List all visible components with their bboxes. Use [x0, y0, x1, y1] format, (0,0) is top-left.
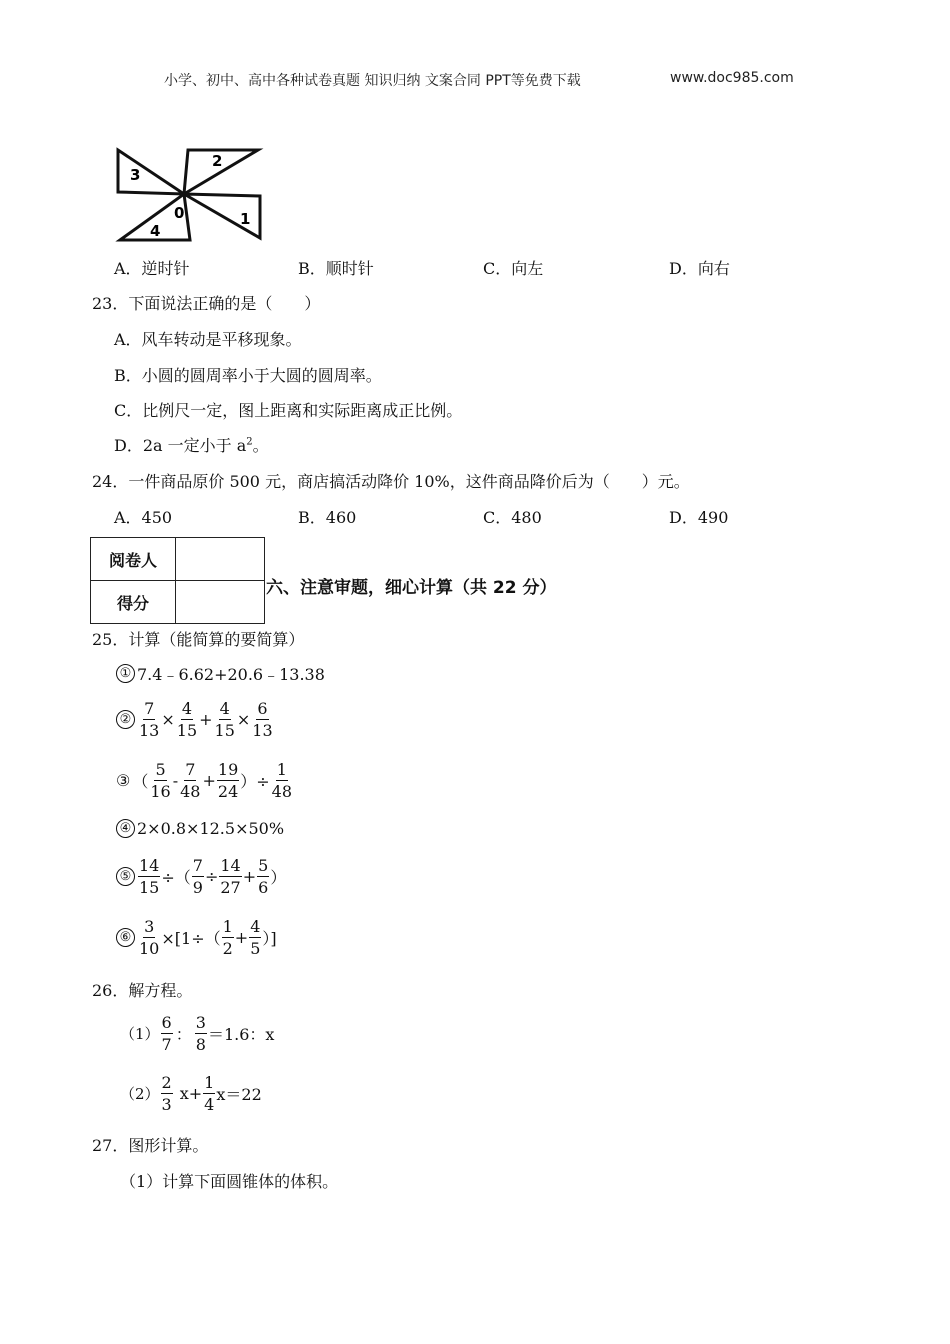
numerator: 4 — [250, 917, 261, 936]
denominator: 5 — [250, 939, 261, 958]
q23-option-d-exponent: 2 — [246, 436, 253, 448]
numerator: 5 — [258, 856, 269, 875]
q25-num-5: ⑤ — [116, 867, 135, 886]
operator: + — [234, 928, 249, 947]
q25-expr-5 — [116, 856, 286, 897]
fraction — [138, 917, 160, 958]
q26-label-1: （1） — [120, 1025, 160, 1043]
numerator: 3 — [144, 917, 155, 936]
operator: + — [202, 771, 216, 790]
q26-label-2: （2） — [120, 1085, 160, 1103]
label-0: 0 — [174, 204, 185, 222]
numerator: 4 — [181, 699, 193, 718]
q26-equation-1 — [120, 1013, 274, 1054]
numerator: 6 — [257, 699, 268, 718]
denominator: 4 — [204, 1095, 215, 1114]
q27-stem: 27．图形计算。 — [92, 1136, 209, 1155]
fraction — [138, 699, 160, 740]
q26-equation-2-rhs: x＝22 — [216, 1085, 262, 1104]
numerator: 1 — [276, 760, 287, 779]
fraction — [217, 760, 239, 801]
numerator: 7 — [185, 760, 196, 779]
operator: × — [161, 710, 175, 729]
q25-num-2: ② — [116, 710, 135, 729]
denominator: 10 — [139, 939, 160, 958]
numerator: 19 — [217, 760, 239, 779]
numerator: 3 — [195, 1013, 206, 1032]
q23-option-d-text: D．2a 一定小于 a — [114, 436, 247, 455]
numerator: 4 — [219, 699, 230, 718]
q26-equation-2-mid: x+ — [179, 1084, 203, 1103]
q26-equation-2 — [120, 1073, 262, 1114]
score-box[interactable] — [176, 581, 265, 624]
q24-option-b: B．460 — [298, 508, 357, 527]
pinwheel-figure — [112, 142, 268, 246]
label-2: 2 — [212, 152, 223, 170]
triangle-3 — [118, 150, 184, 194]
numerator: 7 — [192, 856, 203, 875]
paren-close-divide: ）÷ — [240, 772, 270, 791]
q22-option-a: A．逆时针 — [114, 259, 190, 278]
q24-option-a: A．450 — [114, 508, 173, 527]
denominator: 2 — [222, 939, 233, 958]
grader-table — [90, 537, 265, 624]
divide-paren-open: ÷（ — [161, 868, 191, 887]
operator: + — [199, 710, 213, 729]
operator: × — [236, 710, 251, 729]
denominator: 16 — [150, 782, 171, 801]
q24-stem: 24．一件商品原价 500 元，商店搞活动降价 10%，这件商品降价后为（ ）元。 — [92, 472, 690, 491]
label-1: 1 — [240, 210, 251, 228]
q26-stem: 26．解方程。 — [92, 981, 193, 1000]
fraction — [214, 699, 236, 740]
fraction — [251, 699, 273, 740]
numerator: 5 — [155, 760, 166, 779]
fraction — [161, 1073, 173, 1114]
q25-expr-4 — [116, 819, 284, 838]
header-url[interactable]: www.doc985.com — [670, 70, 794, 86]
denominator: 9 — [192, 878, 203, 897]
fraction — [161, 1013, 173, 1054]
fraction — [271, 760, 293, 801]
q22-option-d: D．向右 — [669, 259, 730, 278]
denominator: 7 — [161, 1035, 172, 1054]
q25-num-4: ④ — [116, 819, 135, 838]
operator: - — [172, 771, 179, 790]
fraction — [176, 699, 198, 740]
numerator: 6 — [161, 1013, 172, 1032]
q23-option-d — [114, 433, 269, 456]
operator: ÷ — [204, 867, 219, 886]
fraction — [219, 856, 241, 897]
fraction — [203, 1073, 215, 1114]
fraction — [149, 760, 171, 801]
q25-expr-1 — [116, 662, 325, 685]
q27-sub-1: （1）计算下面圆锥体的体积。 — [120, 1172, 339, 1191]
denominator: 15 — [176, 721, 198, 740]
q24-option-c: C．480 — [483, 508, 542, 527]
grader-label: 阅卷人 — [91, 538, 176, 581]
fraction — [195, 1013, 207, 1054]
denominator: 13 — [139, 721, 160, 740]
numerator: 1 — [204, 1073, 215, 1092]
fraction — [192, 856, 204, 897]
q25-expr-4-text: 2×0.8×12.5×50% — [137, 819, 285, 838]
q23-stem: 23．下面说法正确的是（ ） — [92, 294, 321, 313]
q25-num-1: ① — [116, 664, 135, 683]
times-bracket-open: ×[1÷（ — [161, 929, 221, 948]
label-4: 4 — [150, 222, 161, 240]
numerator: 14 — [220, 856, 241, 875]
q25-expr-2 — [116, 699, 275, 740]
denominator: 8 — [195, 1035, 206, 1054]
fraction — [179, 760, 201, 801]
q22-option-b: B．顺时针 — [298, 259, 374, 278]
fraction — [249, 917, 261, 958]
denominator: 15 — [214, 721, 235, 740]
numerator: 14 — [139, 856, 160, 875]
numerator: 2 — [161, 1073, 172, 1092]
fraction — [257, 856, 269, 897]
q25-expr-3 — [116, 760, 294, 801]
q25-expr-1-text: 7.4﹣6.62+20.6﹣13.38 — [137, 665, 325, 684]
score-label: 得分 — [91, 581, 176, 624]
q23-option-a: A．风车转动是平移现象。 — [114, 330, 302, 349]
denominator: 15 — [139, 878, 160, 897]
denominator: 13 — [252, 721, 273, 740]
header-site-text: 小学、初中、高中各种试卷真题 知识归纳 文案合同 PPT等免费下载 — [164, 73, 581, 89]
q23-option-c: C．比例尺一定，图上距离和实际距离成正比例。 — [114, 401, 463, 420]
paren-close: ） — [270, 868, 287, 887]
q25-stem: 25．计算（能简算的要简算） — [92, 630, 305, 649]
q26-equation-1-rhs: ＝1.6：x — [207, 1025, 275, 1044]
fraction — [222, 917, 234, 958]
q24-option-d: D．490 — [669, 508, 729, 527]
fraction — [138, 856, 160, 897]
numerator: 1 — [222, 917, 233, 936]
grader-box[interactable] — [176, 538, 265, 581]
denominator: 48 — [271, 782, 293, 801]
q23-option-b: B．小圆的圆周率小于大圆的圆周率。 — [114, 366, 382, 385]
q23-option-d-end: 。 — [252, 436, 269, 455]
denominator: 3 — [161, 1095, 172, 1114]
section-6-title: 六、注意审题，细心计算（共 22 分） — [266, 578, 557, 598]
q22-option-c: C．向左 — [483, 259, 544, 278]
bracket-close: ）] — [262, 929, 277, 948]
q25-expr-6 — [116, 917, 277, 958]
denominator: 6 — [258, 878, 269, 897]
ratio-sign: ： — [175, 1025, 192, 1044]
denominator: 27 — [220, 878, 241, 897]
numerator: 7 — [144, 699, 155, 718]
q25-num-6: ⑥ — [116, 928, 135, 947]
denominator: 48 — [180, 782, 201, 801]
q25-num-3: ③ — [116, 771, 131, 790]
operator: + — [242, 867, 257, 886]
label-3: 3 — [130, 166, 141, 184]
denominator: 24 — [217, 782, 239, 801]
paren-open: （ — [132, 772, 149, 791]
